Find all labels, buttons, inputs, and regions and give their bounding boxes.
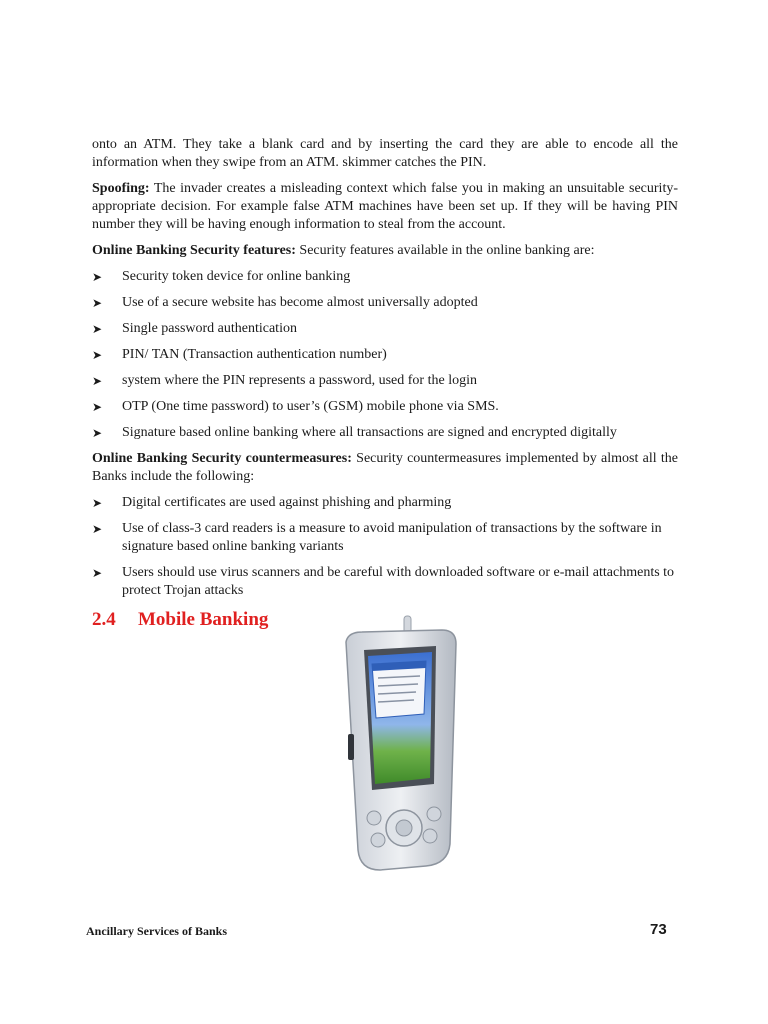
arrow-bullet-icon: ➤	[92, 426, 103, 440]
spoofing-paragraph	[92, 180, 678, 234]
page-number: 73	[650, 921, 667, 938]
countermeasures-list	[92, 494, 678, 600]
list-item: ➤ Use of a secure website has become almost universally adopted	[92, 295, 478, 310]
section-number: 2.4	[92, 609, 116, 630]
arrow-bullet-icon: ➤	[92, 522, 103, 536]
section-title: Mobile Banking	[138, 609, 269, 630]
arrow-bullet-icon: ➤	[92, 348, 103, 362]
list-item: ➤ Users should use virus scanners and be careful with downloaded software or e-mail attachments to protect Trojan attacks	[92, 565, 675, 598]
body-text	[92, 136, 678, 632]
features-list	[92, 268, 678, 442]
countermeasures-text: Security countermeasures implemented by almost all the Banks include the following:	[92, 451, 679, 484]
arrow-bullet-icon: ➤	[92, 374, 103, 388]
list-item: ➤ Single password authentication	[92, 321, 297, 336]
arrow-bullet-icon: ➤	[92, 496, 103, 510]
arrow-bullet-icon: ➤	[92, 400, 103, 414]
features-paragraph	[92, 242, 678, 260]
footer-title: Ancillary Services of Banks	[86, 924, 227, 938]
countermeasures-term: Online Banking Security countermeasures:	[92, 451, 352, 466]
spoofing-text: The invader creates a misleading context which false you in making an unsuitable security-appropriate decision. For example false ATM machines have been set up. If they will be having PIN number they will be having enough information to steal from the account.	[92, 181, 678, 232]
pda-phone-icon	[338, 614, 468, 874]
arrow-bullet-icon: ➤	[92, 296, 103, 310]
features-text: Security features available in the online banking are:	[295, 243, 595, 258]
list-item: ➤ PIN/ TAN (Transaction authentication number)	[92, 347, 387, 362]
features-term: Online Banking Security features:	[92, 243, 296, 258]
arrow-bullet-icon: ➤	[92, 322, 103, 336]
list-item: ➤ Use of class-3 card readers is a measure to avoid manipulation of transactions by the software in signature based online banking variants	[92, 521, 662, 554]
list-item: ➤ Security token device for online banking	[92, 269, 351, 284]
list-item: ➤ OTP (One time password) to user’s (GSM) mobile phone via SMS.	[92, 399, 499, 414]
list-item: ➤ Digital certificates are used against phishing and pharming	[92, 495, 452, 510]
arrow-bullet-icon: ➤	[92, 270, 103, 284]
countermeasures-paragraph	[92, 450, 678, 486]
spoofing-term: Spoofing:	[92, 181, 150, 196]
list-item: ➤ system where the PIN represents a password, used for the login	[92, 373, 477, 388]
arrow-bullet-icon: ➤	[92, 566, 103, 580]
intro-paragraph: onto an ATM. They take a blank card and by inserting the card they are able to encode all the information when they swipe from an ATM. skimmer catches the PIN.	[92, 137, 678, 170]
list-item: ➤ Signature based online banking where all transactions are signed and encrypted digitally	[92, 425, 617, 440]
